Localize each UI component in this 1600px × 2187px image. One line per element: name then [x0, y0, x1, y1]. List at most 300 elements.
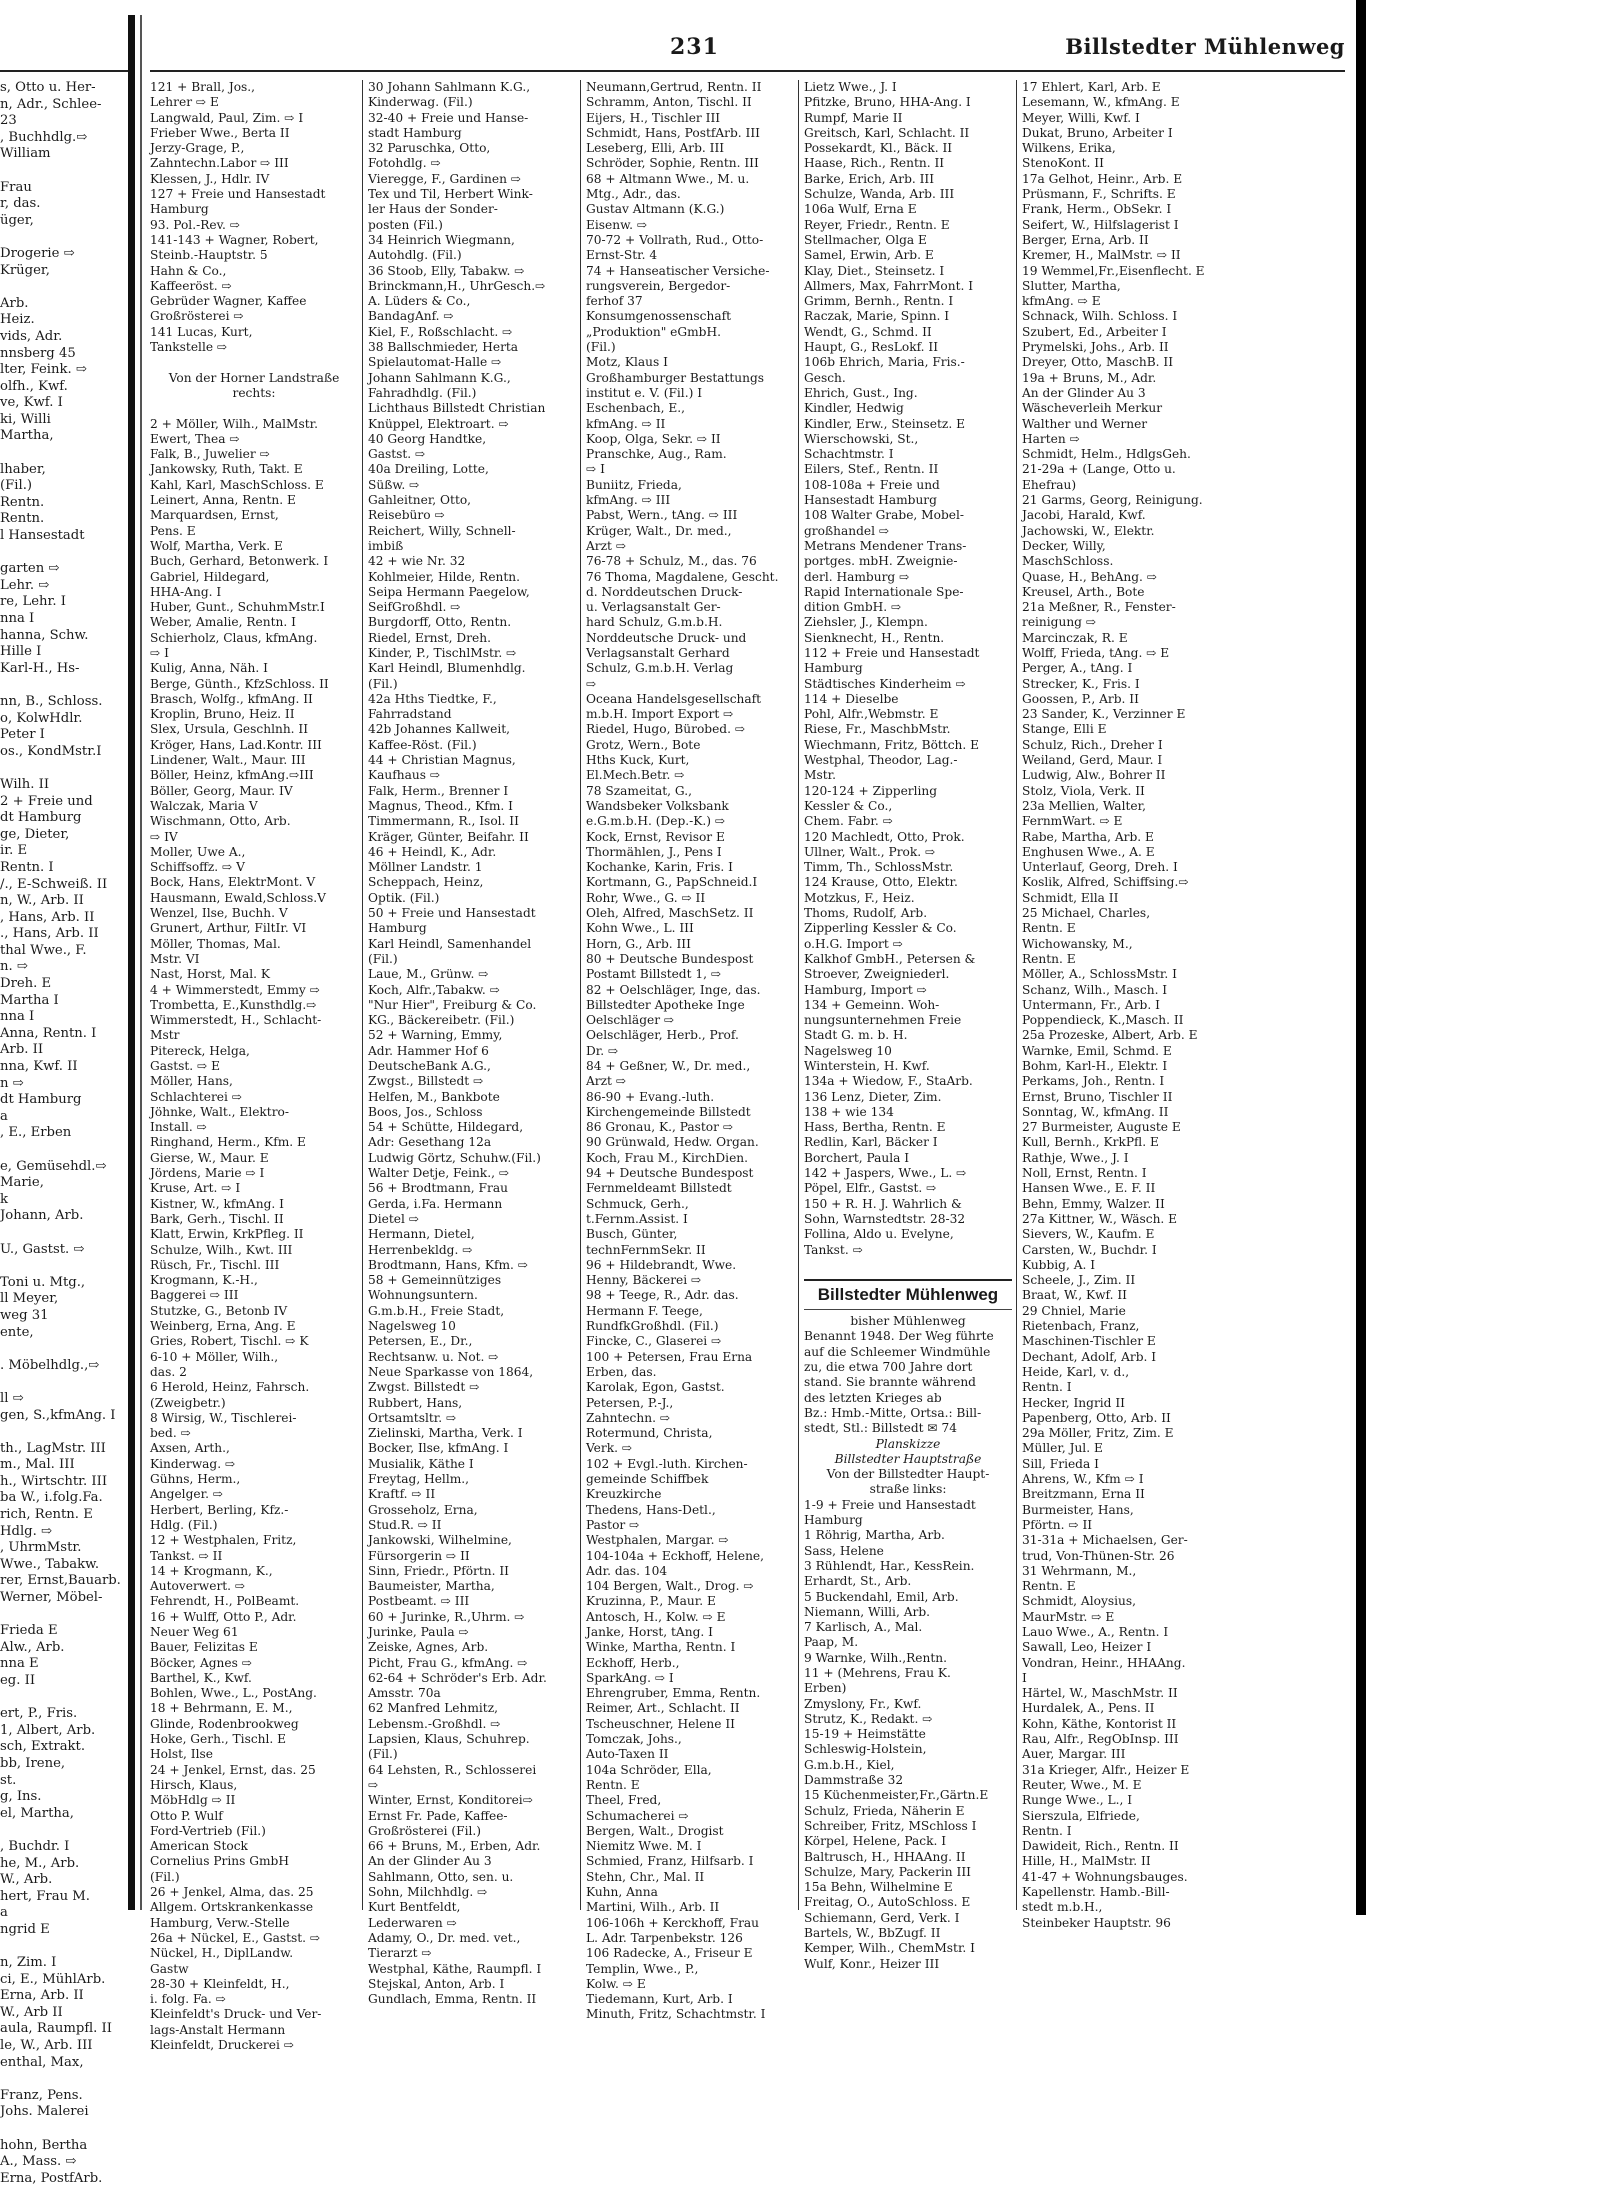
directory-entry: dition GmbH. ⇨	[804, 600, 902, 615]
directory-entry: 8 Wirsig, W., Tischlerei-	[150, 1410, 297, 1425]
left-page-line: (Fil.)	[0, 478, 33, 494]
directory-entry: Gastst. ⇨ E	[150, 1059, 221, 1073]
left-page-line: Erna, Arb. II	[0, 1988, 84, 2004]
directory-entry: Nagelsweg 10	[804, 1043, 892, 1058]
left-page-line: st.	[0, 1772, 17, 1788]
left-page-line: ki, Willi	[0, 411, 51, 427]
directory-entry: SeifGroßhdl. ⇨	[368, 600, 461, 615]
directory-entry: Ford-Vertrieb (Fil.)	[150, 1823, 266, 1838]
directory-entry: Motzkus, F., Heiz.	[804, 890, 915, 905]
directory-entry: 62-64 + Schröder's Erb. Adr.	[368, 1670, 547, 1685]
directory-entry: Martini, Wilh., Arb. II	[586, 1900, 720, 1915]
directory-entry: Von der Billstedter Haupt-	[826, 1467, 990, 1482]
directory-entry: 41-47 + Wohnungsbauges.	[1022, 1869, 1188, 1884]
directory-entry: Lindener, Walt., Maur. III	[150, 753, 306, 768]
directory-entry: Schmied, Franz, Hilfsarb. I	[586, 1854, 754, 1869]
directory-entry: Mstr	[150, 1028, 180, 1043]
directory-entry: Schiemann, Gerd, Verk. I	[804, 1910, 960, 1925]
directory-entry: Möller, Hans,	[150, 1074, 233, 1089]
directory-entry: Grimm, Bernh., Rentn. I	[804, 294, 954, 309]
directory-entry: 42 + wie Nr. 32	[368, 554, 466, 569]
directory-entry: Breitzmann, Erna II	[1022, 1487, 1145, 1502]
left-page-line: 2 + Freie und	[0, 793, 93, 809]
left-page-line: nn, B., Schloss.	[0, 693, 103, 709]
directory-entry: 34 Heinrich Wiegmann,	[368, 232, 515, 247]
directory-entry: 104 Bergen, Walt., Drog. ⇨	[586, 1579, 754, 1594]
directory-entry: L. Adr. Tarpenbekstr. 126	[586, 1930, 743, 1945]
column-divider	[798, 80, 799, 1910]
left-page-line: W., Arb.	[0, 1872, 53, 1888]
directory-entry: Haase, Rich., Rentn. II	[804, 156, 945, 171]
directory-entry: Tscheuschner, Helene II	[586, 1716, 735, 1731]
directory-entry: ⇨ IV	[150, 829, 178, 844]
directory-entry: Eijers, H., Tischler III	[586, 110, 721, 125]
directory-entry: Dreyer, Otto, MaschB. II	[1022, 355, 1174, 370]
directory-entry: Bohm, Karl-H., Elektr. I	[1022, 1059, 1168, 1073]
directory-entry: 138 + wie 134	[804, 1104, 894, 1119]
directory-entry: 38 Ballschmieder, Herta	[368, 340, 519, 355]
directory-entry: Bz.: Hmb.-Mitte, Ortsa.: Bill-	[804, 1405, 982, 1420]
left-page-line	[0, 1939, 128, 1956]
left-page-line: ci, E., MühlArb.	[0, 1971, 106, 1987]
directory-entry: t.Fernm.Assist. I	[586, 1211, 688, 1226]
directory-entry: Schulze, Mary, Packerin III	[804, 1864, 971, 1879]
directory-entry: 21 Garms, Georg, Reinigung.	[1022, 493, 1203, 508]
directory-entry: Rohr, Wwe., G. ⇨ II	[586, 890, 706, 905]
left-page-line: Dreh. E	[0, 976, 52, 992]
directory-entry: MaschSchloss.	[1022, 554, 1114, 569]
directory-entry: Hamburg, Import ⇨	[804, 982, 927, 997]
directory-entry: 24 + Jenkel, Ernst, das. 25	[150, 1762, 316, 1777]
directory-entry: Schierholz, Claus, kfmAng.	[150, 630, 318, 645]
directory-entry: Tankstelle ⇨	[150, 340, 228, 355]
directory-entry: Theel, Fred,	[586, 1793, 662, 1808]
directory-entry: 23 Sander, K., Verzinner E	[1022, 707, 1186, 722]
directory-entry: 80 + Deutsche Bundespost	[586, 951, 754, 966]
left-page-line: dt Hamburg	[0, 810, 82, 826]
directory-entry: Allgem. Ortskrankenkasse	[150, 1900, 314, 1915]
left-page-line: Toni u. Mtg.,	[0, 1274, 86, 1290]
column-5	[1022, 80, 1230, 1930]
directory-entry: Kroplin, Bruno, Heiz. II	[150, 707, 295, 722]
directory-entry: Fahradhdlg. (Fil.)	[368, 385, 477, 400]
directory-entry: Schmuck, Gerh.,	[586, 1196, 689, 1211]
directory-entry: Rentn. E	[1022, 951, 1076, 966]
directory-entry: Adr: Gesethang 12a	[368, 1135, 492, 1150]
left-page-line: th., LagMstr. III	[0, 1440, 106, 1456]
directory-entry: lags-Anstalt Hermann	[150, 2022, 286, 2037]
left-page-line: Drogerie ⇨	[0, 245, 75, 261]
directory-entry: 106-106h + Kerckhoff, Frau	[586, 1915, 760, 1930]
left-page-line: weg 31	[0, 1307, 49, 1323]
directory-entry: 16 + Wulff, Otto P., Adr.	[150, 1609, 297, 1624]
directory-entry: Laue, M., Grünw. ⇨	[368, 967, 489, 982]
left-page-line: rich, Rentn. E	[0, 1507, 93, 1523]
directory-entry: Lebensm.-Großhdl. ⇨	[368, 1716, 501, 1731]
directory-entry: Zahntechn. ⇨	[586, 1410, 671, 1425]
directory-entry: Verk. ⇨	[586, 1441, 633, 1456]
directory-entry: Gastw	[150, 1961, 189, 1976]
directory-entry: ler Haus der Sonder-	[368, 202, 498, 217]
directory-entry: stadt Hamburg	[368, 125, 462, 140]
directory-entry: Hermann F. Teege,	[586, 1303, 703, 1318]
directory-entry: Winter, Ernst, Konditorei⇨	[368, 1793, 533, 1808]
directory-entry: Metrans Mendener Trans-	[804, 538, 967, 553]
directory-entry: Steinb.-Hauptstr. 5	[150, 248, 268, 263]
directory-entry: Koop, Olga, Sekr. ⇨ II	[586, 431, 721, 446]
directory-entry: 21-29a + (Lange, Otto u.	[1022, 462, 1176, 477]
directory-entry: Possekardt, Kl., Bäck. II	[804, 141, 953, 156]
left-page-line: nnsberg 45	[0, 345, 76, 361]
directory-entry: 15 Küchenmeister,Fr.,Gärtn.E	[804, 1788, 989, 1803]
directory-entry: 86 Gronau, K., Pastor ⇨	[586, 1120, 734, 1135]
left-page-line: Arb.	[0, 295, 29, 311]
directory-entry: 141-143 + Wagner, Robert,	[150, 232, 319, 247]
directory-entry: Zwgst. Billstedt ⇨	[368, 1380, 480, 1395]
directory-entry: Install. ⇨	[150, 1120, 207, 1135]
directory-entry: Pfitzke, Bruno, HHA-Ang. I	[804, 95, 971, 110]
directory-entry: 25 Michael, Charles,	[1022, 906, 1151, 921]
directory-entry: Kahl, Karl, MaschSchloss. E	[150, 477, 324, 492]
left-page-line: Johs. Malerei	[0, 2104, 89, 2120]
directory-entry: Kaffeeröst. ⇨	[150, 278, 232, 293]
directory-entry: 19 Wemmel,Fr.,Eisenflecht. E	[1022, 263, 1205, 278]
directory-entry: Schumacherei ⇨	[586, 1808, 689, 1823]
directory-entry: Städtisches Kinderheim ⇨	[804, 676, 966, 691]
left-page-line: a	[0, 1905, 8, 1921]
directory-entry: Wäscheverleih Merkur	[1022, 401, 1163, 416]
directory-entry: Moller, Uwe A.,	[150, 844, 246, 859]
directory-entry: Bocker, Ilse, kfmAng. I	[368, 1441, 509, 1456]
directory-entry: Kortmann, G., PapSchneid.I	[586, 875, 758, 890]
directory-entry: Papenberg, Otto, Arb. II	[1022, 1410, 1171, 1425]
directory-entry: Winke, Martha, Rentn. I	[586, 1640, 736, 1655]
directory-entry: Gahleitner, Otto,	[368, 493, 472, 508]
directory-entry: MöbHdlg ⇨ II	[150, 1793, 236, 1808]
directory-entry: Knüppel, Elektroart. ⇨	[368, 416, 509, 431]
directory-entry: Zipperling Kessler & Co.	[804, 921, 957, 936]
directory-entry: Rathje, Wwe., J. I	[1022, 1150, 1129, 1165]
left-page-line: l Hansestadt	[0, 528, 85, 544]
directory-entry: Bark, Gerh., Tischl. II	[150, 1211, 284, 1226]
directory-entry: straße links:	[869, 1482, 947, 1497]
directory-entry: Rentn. E	[586, 1777, 640, 1792]
directory-entry: Hansestadt Hamburg	[804, 493, 937, 508]
directory-entry: Niemitz Wwe. M. I	[586, 1839, 702, 1854]
directory-entry: An der Glinder Au 3	[1022, 385, 1146, 400]
left-page-line: ., Hans, Arb. II	[0, 926, 99, 942]
directory-entry: 6 Herold, Heinz, Fahrsch.	[150, 1380, 310, 1395]
directory-entry: 12 + Westphalen, Fritz,	[150, 1533, 297, 1548]
left-page-line: os., KondMstr.I	[0, 743, 102, 759]
directory-entry: Ziehsler, J., Klempn.	[804, 615, 928, 630]
left-page-line	[0, 2071, 128, 2088]
directory-entry: Schiffsoffz. ⇨ V	[150, 860, 245, 875]
directory-entry: Spielautomat-Halle ⇨	[368, 355, 502, 370]
left-page-line: hohn, Bertha	[0, 2137, 88, 2153]
directory-entry: Slutter, Martha,	[1022, 278, 1121, 293]
directory-entry: 106b Ehrich, Maria, Fris.-	[804, 355, 965, 370]
directory-entry: Barthel, K., Kwf.	[150, 1670, 252, 1685]
directory-entry: Westphal, Käthe, Raumpfl. I	[368, 1961, 542, 1976]
left-page-line: vids, Adr.	[0, 328, 63, 344]
directory-entry: Poppendieck, K.,Masch. II	[1022, 1013, 1184, 1028]
directory-entry: Noll, Ernst, Rentn. I	[1022, 1166, 1147, 1181]
directory-entry: 104-104a + Eckhoff, Helene,	[586, 1548, 765, 1563]
directory-entry: Schröder, Sophie, Rentn. III	[586, 156, 759, 171]
directory-entry: Rentn. E	[1022, 921, 1076, 936]
directory-entry: Neuer Weg 61	[150, 1624, 239, 1639]
directory-entry: Oleh, Alfred, MaschSetz. II	[586, 906, 754, 921]
left-page-line: ge, Dieter,	[0, 826, 70, 842]
directory-entry: Herrenbekldg. ⇨	[368, 1242, 473, 1257]
directory-entry: 14 + Krogmann, K.,	[150, 1563, 273, 1578]
directory-entry: Harten ⇨	[1022, 431, 1080, 446]
directory-entry: Gustav Altmann (K.G.)	[586, 202, 725, 217]
directory-entry: Goossen, P., Arb. II	[1022, 691, 1139, 706]
directory-entry: portges. mbH. Zweignie-	[804, 554, 958, 569]
directory-entry: Sawall, Leo, Heizer I	[1022, 1640, 1152, 1655]
directory-entry: Henny, Bäckerei ⇨	[586, 1273, 702, 1288]
directory-entry: Nückel, H., DiplLandw.	[150, 1946, 294, 1961]
directory-entry: Jerzy-Grage, P.,	[150, 141, 245, 156]
directory-entry: u. Verlagsanstalt Ger-	[586, 600, 721, 615]
directory-entry: Karl Heindl, Blumenhdlg.	[368, 661, 526, 676]
directory-entry: Zahntechn.Labor ⇨ III	[150, 156, 289, 171]
directory-entry: 86-90 + Evang.-luth.	[586, 1089, 715, 1104]
directory-entry: Brodtmann, Hans, Kfm. ⇨	[368, 1257, 528, 1272]
directory-entry: HHA-Ang. I	[150, 584, 222, 599]
directory-entry: 78 Szameitat, G.,	[586, 783, 692, 798]
directory-entry: 66 + Bruns, M., Erben, Adr.	[368, 1839, 541, 1854]
directory-entry: 108-108a + Freie und	[804, 477, 940, 492]
directory-entry: BandagAnf. ⇨	[368, 309, 454, 324]
directory-entry: Petersen, P.-J.,	[586, 1395, 674, 1410]
directory-entry: 29 Chniel, Marie	[1022, 1303, 1126, 1318]
directory-entry: Hass, Bertha, Rentn. E	[804, 1120, 946, 1135]
directory-entry: 29a Möller, Fritz, Zim. E	[1022, 1426, 1174, 1441]
directory-entry: imbiß	[368, 538, 404, 553]
directory-entry: zu, die etwa 700 Jahre dort	[804, 1360, 973, 1375]
left-page-line: re, Lehr. I	[0, 594, 66, 610]
directory-entry: Stehn, Chr., Mal. II	[586, 1869, 705, 1884]
directory-entry: 5 Buckendahl, Emil, Arb.	[804, 1589, 959, 1604]
left-page-line: Peter I	[0, 727, 45, 743]
left-page-line: Rentn.	[0, 511, 45, 527]
left-page-line: ir. E	[0, 843, 28, 859]
directory-entry: institut e. V. (Fil.) I	[586, 385, 703, 400]
directory-entry: Enghusen Wwe., A. E	[1022, 844, 1155, 859]
left-page-line: Rentn. I	[0, 859, 54, 875]
directory-entry: American Stock	[150, 1839, 248, 1854]
directory-entry: 46 + Heindl, K., Adr.	[368, 844, 497, 859]
directory-entry: Autoverwert. ⇨	[150, 1579, 246, 1594]
column-2	[368, 80, 576, 2007]
directory-entry: Ernst, Bruno, Tischler II	[1022, 1089, 1173, 1104]
directory-entry: Unterlauf, Georg, Dreh. I	[1022, 860, 1178, 875]
directory-entry: Sass, Helene	[804, 1543, 884, 1558]
directory-entry: 70-72 + Vollrath, Rud., Otto-	[586, 232, 764, 247]
directory-entry: 102 + Evgl.-luth. Kirchen-	[586, 1456, 748, 1471]
directory-entry: Jördens, Marie ⇨ I	[150, 1166, 265, 1181]
directory-entry: Baumeister, Martha,	[368, 1579, 495, 1594]
directory-entry: Hurdalek, A., Pens. II	[1022, 1701, 1155, 1716]
directory-entry: 94 + Deutsche Bundespost	[586, 1166, 754, 1181]
directory-entry: Dammstraße 32	[804, 1773, 904, 1788]
directory-entry: Raczak, Marie, Spinn. I	[804, 309, 950, 324]
directory-entry: Ernst Fr. Pade, Kaffee-	[368, 1808, 508, 1823]
left-page-line: Frau	[0, 179, 32, 195]
directory-entry: Riedel, Ernst, Dreh.	[368, 630, 491, 645]
directory-entry: Hamburg	[368, 921, 427, 936]
directory-entry: 100 + Petersen, Frau Erna	[586, 1349, 753, 1364]
directory-entry: Möllner Landstr. 1	[368, 860, 483, 875]
directory-entry: Gastst. ⇨	[368, 447, 426, 462]
directory-entry: Lichthaus Billstedt Christian	[368, 401, 546, 416]
directory-entry: Freitag, O., AutoSchloss. E	[804, 1895, 971, 1910]
directory-entry: 50 + Freie und Hansestadt	[368, 906, 536, 921]
left-page-line	[0, 229, 128, 246]
directory-entry: Vieregge, F., Gardinen ⇨	[368, 171, 522, 186]
directory-entry: Kräger, Günter, Beifahr. II	[368, 829, 529, 844]
directory-entry: Mstr.	[804, 768, 836, 783]
directory-entry: Klatt, Erwin, KrkPfleg. II	[150, 1227, 304, 1242]
directory-entry: Schmidt, Aloysius,	[1022, 1594, 1136, 1609]
column-divider	[1016, 80, 1017, 1910]
directory-entry: 82 + Oelschläger, Inge, das.	[586, 982, 761, 997]
directory-entry: Buch, Gerhard, Betonwerk. I	[150, 554, 329, 569]
directory-entry: Berge, Günth., KfzSchloss. II	[150, 676, 329, 691]
directory-entry: 120-124 + Zipperling	[804, 783, 938, 798]
directory-entry: Auto-Taxen II	[586, 1747, 669, 1762]
directory-entry: Konsumgenossenschaft	[586, 309, 731, 324]
directory-entry: Dukat, Bruno, Arbeiter I	[1022, 125, 1173, 140]
directory-entry: 23a Mellien, Walter,	[1022, 798, 1146, 813]
directory-entry: Stud.R. ⇨ II	[368, 1517, 442, 1532]
directory-entry: Wulf, Konr., Heizer III	[804, 1956, 940, 1971]
left-page-line: Alw., Arb.	[0, 1639, 65, 1655]
directory-entry: Planskizze	[875, 1436, 941, 1451]
directory-entry: Schulz, Frieda, Näherin E	[804, 1803, 965, 1818]
left-page-line	[0, 1258, 128, 1275]
directory-entry: Riedel, Hugo, Bürobed. ⇨	[586, 722, 746, 737]
left-page-line: Hdlg. ⇨	[0, 1523, 53, 1539]
directory-entry: Tomczak, Johs.,	[586, 1732, 682, 1747]
header-rule-left	[0, 70, 128, 72]
directory-entry: Paap, M.	[804, 1635, 859, 1650]
directory-entry: Weinberg, Erna, Ang. E	[150, 1319, 296, 1334]
left-page-line: Franz, Pens.	[0, 2087, 83, 2103]
directory-entry: G.m.b.H., Freie Stadt,	[368, 1303, 505, 1318]
left-page-line: hert, Frau M.	[0, 1888, 90, 1904]
directory-entry: Karolak, Egon, Gastst.	[586, 1380, 725, 1395]
directory-entry: Thedens, Hans-Detl.,	[586, 1502, 716, 1517]
directory-entry: Sahlmann, Otto, sen. u.	[368, 1869, 514, 1884]
directory-entry: Kinderwag. (Fil.)	[368, 95, 473, 110]
directory-entry: Stadt G. m. b. H.	[804, 1028, 908, 1043]
directory-entry: 7 Karlisch, A., Mal.	[804, 1620, 923, 1635]
directory-entry: Rotermund, Christa,	[586, 1426, 713, 1441]
directory-entry: trud, Von-Thünen-Str. 26	[1022, 1548, 1175, 1563]
left-page-line: Martha I	[0, 992, 59, 1008]
directory-entry: e.G.m.b.H. (Dep.-K.) ⇨	[586, 814, 726, 829]
directory-entry: 62 Manfred Lehmitz,	[368, 1701, 499, 1716]
directory-entry: Schmidt, Helm., HdlgsGeh.	[1022, 447, 1191, 462]
directory-entry: Stroever, Zweigniederl.	[804, 967, 950, 982]
directory-entry: Zwgst., Billstedt ⇨	[368, 1074, 484, 1089]
directory-entry: Pförtn. ⇨ II	[1022, 1517, 1093, 1532]
directory-entry: Reimer, Art., Schlacht. II	[586, 1701, 740, 1716]
left-page-line: Krüger,	[0, 262, 50, 278]
directory-entry: nungsunternehmen Freie	[804, 1013, 962, 1028]
directory-entry: Zmyslony, Fr., Kwf.	[804, 1696, 922, 1711]
left-page-line: Anna, Rentn. I	[0, 1025, 97, 1041]
directory-entry: Billstedter Hauptstraße	[834, 1451, 982, 1466]
directory-entry: Großhamburger Bestattungs	[586, 370, 765, 385]
directory-entry: Samel, Erwin, Arb. E	[804, 248, 934, 263]
directory-entry: Petersen, E., Dr.,	[368, 1334, 473, 1349]
directory-entry: i. folg. Fa. ⇨	[150, 1992, 226, 2007]
directory-entry: Bartels, W., BbZugf. II	[804, 1926, 941, 1941]
left-page-line: rer, Ernst,Bauarb.	[0, 1573, 121, 1589]
directory-entry: Fotohdlg. ⇨	[368, 156, 441, 171]
directory-entry: Freytag, Hellm.,	[368, 1472, 470, 1487]
directory-entry: Eisenw. ⇨	[586, 217, 648, 232]
directory-entry: Sievers, W., Kaufm. E	[1022, 1227, 1155, 1242]
directory-entry: Quase, H., BehAng. ⇨	[1022, 569, 1158, 584]
left-page-line: Lehr. ⇨	[0, 577, 50, 593]
directory-entry: Oceana Handelsgesellschaft	[586, 691, 762, 706]
left-page-line: n. ⇨	[0, 959, 28, 975]
directory-entry: Kochanke, Karin, Fris. I	[586, 860, 733, 875]
directory-entry: 40a Dreiling, Lotte,	[368, 462, 489, 477]
directory-entry: Berger, Erna, Arb. II	[1022, 232, 1149, 247]
directory-entry: Kalkhof GmbH., Petersen &	[804, 951, 976, 966]
directory-entry: 19a + Bruns, M., Adr.	[1022, 370, 1157, 385]
directory-entry: Vondran, Heinr., HHAAng.	[1022, 1655, 1186, 1670]
directory-entry: Norddeutsche Druck- und	[586, 630, 747, 645]
directory-entry: rechts:	[232, 385, 276, 400]
directory-entry: 108 Walter Grabe, Mobel-	[804, 508, 965, 523]
directory-entry: Wohnungsuntern.	[368, 1288, 478, 1303]
directory-entry: Holst, Ilse	[150, 1747, 213, 1762]
directory-entry: Schmidt, Ella II	[1022, 890, 1119, 905]
directory-entry: Lietz Wwe., J. I	[804, 80, 897, 94]
directory-entry: KG., Bäckereibetr. (Fil.)	[368, 1013, 515, 1028]
directory-entry: Marcinczak, R. E	[1022, 630, 1128, 645]
left-page-line	[0, 1690, 128, 1707]
directory-entry: Buniitz, Frieda,	[586, 477, 682, 492]
directory-entry: Tex und Til, Herbert Wink-	[368, 187, 533, 202]
directory-entry: Baltrusch, H., HHAAng. II	[804, 1849, 966, 1864]
directory-entry: Sill, Frieda I	[1022, 1456, 1099, 1471]
directory-entry: 32 Paruschka, Otto,	[368, 141, 491, 156]
directory-entry: derl. Hamburg ⇨	[804, 569, 910, 584]
directory-entry: Wiechmann, Fritz, Böttch. E	[804, 737, 980, 752]
directory-entry: Lapsien, Klaus, Schuhrep.	[368, 1732, 530, 1747]
directory-entry: Borchert, Paula I	[804, 1150, 910, 1165]
directory-entry: Langwald, Paul, Zim. ⇨ I	[150, 110, 304, 125]
left-page-line	[0, 1607, 128, 1624]
directory-entry: Autohdlg. (Fil.)	[368, 248, 462, 263]
directory-entry: Marquardsen, Ernst,	[150, 508, 279, 523]
directory-entry: 52 + Warning, Emmy,	[368, 1028, 503, 1043]
directory-entry: Reichert, Willy, Schnell-	[368, 523, 516, 538]
directory-entry: 6-10 + Möller, Wilh.,	[150, 1349, 279, 1364]
directory-entry: Burmeister, Hans,	[1022, 1502, 1134, 1517]
directory-entry: Kleinfeldt, Druckerei ⇨	[150, 2038, 294, 2052]
directory-entry: Schulze, Wanda, Arb. III	[804, 187, 955, 202]
